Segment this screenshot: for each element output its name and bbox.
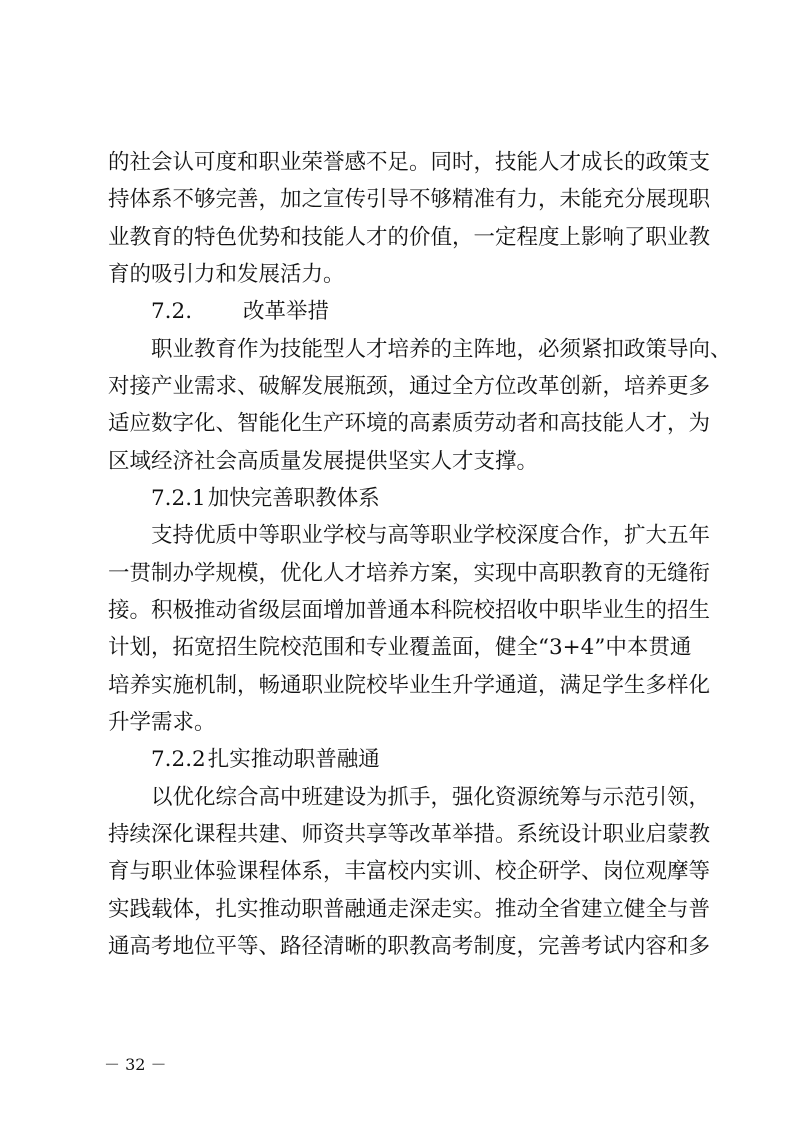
body-text-line: 职业教育作为技能型人才培养的主阵地，必须紧扣政策导向、 [151,337,732,362]
body-text-line: 通高考地位平等、路径清晰的职教高考制度，完善考试内容和多 [108,934,711,959]
body-text-line: 区域经济社会高质量发展提供坚实人才支撑。 [108,449,539,474]
body-text-line: 持续深化课程共建、师资共享等改革举措。系统设计职业启蒙教 [108,822,711,847]
section-number: 7.2.1 [151,486,206,511]
body-text-line: 升学需求。 [108,710,216,735]
section-title: 扎实推动职普融通 [207,747,380,772]
body-text-line: 对接产业需求、破解发展瓶颈，通过全方位改革创新，培养更多 [108,374,711,399]
body-text-line: 实践载体，扎实推动职普融通走深走实。推动全省建立健全与普 [108,897,711,922]
page-number: － 32 － [104,1055,167,1074]
body-text-line: 业教育的特色优势和技能人才的价值，一定程度上影响了职业教 [108,225,711,250]
body-text-line: 育与职业体验课程体系，丰富校内实训、校企研学、岗位观摩等 [108,859,711,884]
body-text-line: 持体系不够完善，加之宣传引导不够精准有力，未能充分展现职 [108,187,711,212]
section-number: 7.2. [151,299,193,324]
body-text-line: 以优化综合高中班建设为抓手，强化资源统筹与示范引领， [151,785,711,810]
body-text-line: 计划，拓宽招生院校范围和专业覆盖面，健全“3+4”中本贯通 [108,635,692,660]
body-text-line: 接。积极推动省级层面增加普通本科院校招收中职毕业生的招生 [108,598,711,623]
section-title: 改革举措 [243,299,330,324]
body-text-line: 支持优质中等职业学校与高等职业学校深度合作，扩大五年 [151,523,711,548]
section-title: 加快完善职教体系 [207,486,380,511]
section-heading-7-2-2 [151,745,380,775]
section-heading-7-2 [151,297,329,327]
body-text-line: 一贯制办学规模，优化人才培养方案，实现中高职教育的无缝衔 [108,561,711,586]
section-heading-7-2-1 [151,484,380,514]
body-text-line: 培养实施机制，畅通职业院校毕业生升学通道，满足学生多样化 [108,673,711,698]
section-number: 7.2.2 [151,747,206,772]
body-text-line: 适应数字化、智能化生产环境的高素质劳动者和高技能人才，为 [108,411,711,436]
body-text-line: 育的吸引力和发展活力。 [108,262,345,287]
body-text-line: 的社会认可度和职业荣誉感不足。同时，技能人才成长的政策支 [108,150,711,175]
